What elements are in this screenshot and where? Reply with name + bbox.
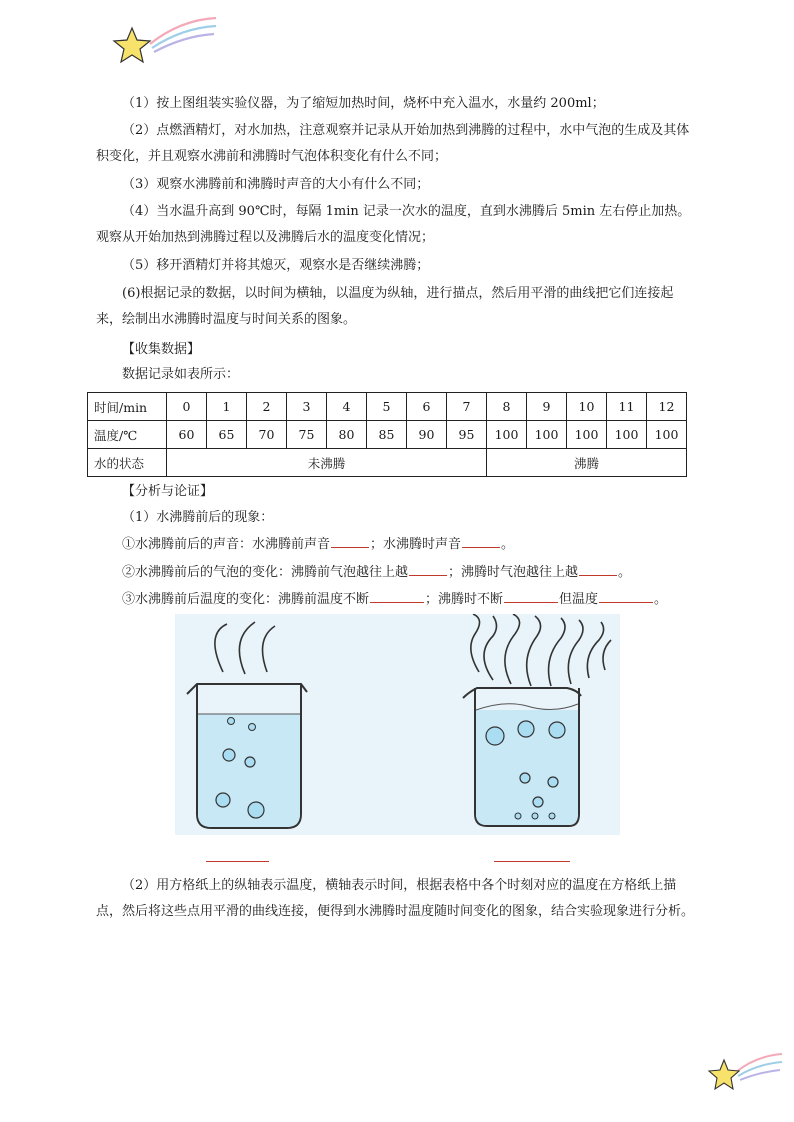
data-table [87,392,687,477]
time-cell: 2 [247,393,287,421]
temperature-cell: 65 [207,421,247,449]
step-3: （3）观察水沸腾前和沸腾时声音的大小有什么不同； [122,177,430,192]
question-1: （1）水沸腾前后的现象： [122,510,274,525]
time-cell: 3 [287,393,327,421]
analysis-heading: 【分析与论证】 [122,484,214,499]
beaker-before-boiling [187,622,307,828]
temperature-cell: 100 [607,421,647,449]
step-4: （4）当水温升高到 90℃时，每隔 1min 记录一次水的温度，直到水沸腾后 5min 左右停止加热。观察从开始加热到沸腾过程以及沸腾后水的温度变化情况； [96,204,691,245]
time-cell: 1 [207,393,247,421]
temperature-header: 温度/℃ [88,421,167,449]
time-cell: 12 [647,393,687,421]
step-5: （5）移开酒精灯并将其熄灭，观察水是否继续沸腾； [122,258,430,273]
shooting-star-icon [706,1046,786,1096]
temperature-cell: 70 [247,421,287,449]
answer-blank[interactable] [370,588,424,603]
temperature-cell: 95 [447,421,487,449]
beaker-boiling [463,614,611,826]
time-row [88,393,687,421]
bubble-question: ②水沸腾前后的气泡的变化：沸腾前气泡越往上越 ；沸腾时气泡越往上越 。 [96,560,696,586]
time-cell: 0 [167,393,207,421]
time-cell: 8 [487,393,527,421]
answer-blank[interactable] [599,588,653,603]
time-cell: 6 [407,393,447,421]
beaker-illustration [175,614,620,835]
temperature-question: ③水沸腾前后温度的变化：沸腾前温度不断 ；沸腾时不断 但温度 。 [96,587,696,613]
temperature-cell: 90 [407,421,447,449]
step-1: （1）按上图组装实验仪器，为了缩短加热时间，烧杯中充入温水，水量约 200ml； [122,96,605,111]
answer-blank[interactable] [504,588,558,603]
time-cell: 4 [327,393,367,421]
state-before-cell: 未沸腾 [167,449,487,477]
temperature-cell: 85 [367,421,407,449]
answer-blank[interactable] [331,533,369,548]
step-2: （2）点燃酒精灯，对水加热，注意观察并记录从开始加热到沸腾的过程中，水中气泡的生成及其体积变化，并且观察水沸前和沸腾时气泡体积变化有什么不同； [96,123,690,164]
time-header: 时间/min [88,393,167,421]
shooting-star-icon [112,14,222,64]
temperature-cell: 80 [327,421,367,449]
state-header: 水的状态 [88,449,167,477]
temperature-cell: 100 [487,421,527,449]
time-cell: 11 [607,393,647,421]
sound-question: ①水沸腾前后的声音：水沸腾前声音 ；水沸腾时声音 。 [96,532,696,558]
figure-answer-blank-boiling[interactable] [494,861,570,862]
time-cell: 10 [567,393,607,421]
answer-blank[interactable] [462,533,500,548]
collect-intro: 数据记录如表所示： [122,367,240,382]
temperature-row [88,421,687,449]
temperature-cell: 100 [527,421,567,449]
figure-answer-blank-before[interactable] [206,861,269,862]
step-6: (6)根据记录的数据，以时间为横轴，以温度为纵轴，进行描点，然后用平滑的曲线把它们连接起来，绘制出水沸腾时温度与时间关系的图象。 [96,286,674,327]
temperature-cell: 100 [647,421,687,449]
answer-blank[interactable] [409,561,447,576]
temperature-cell: 60 [167,421,207,449]
temperature-cell: 100 [567,421,607,449]
state-row [88,449,687,477]
state-boiling-cell: 沸腾 [487,449,687,477]
time-cell: 7 [447,393,487,421]
question-2: （2）用方格纸上的纵轴表示温度，横轴表示时间，根据表格中各个时刻对应的温度在方格纸上描点，然后将这些点用平滑的曲线连接，便得到水沸腾时温度随时间变化的图象，结合实验现象进行分析。 [96,878,695,919]
beaker-figure [175,614,620,835]
temperature-cell: 75 [287,421,327,449]
time-cell: 9 [527,393,567,421]
collect-heading: 【收集数据】 [122,342,201,357]
answer-blank[interactable] [579,561,617,576]
time-cell: 5 [367,393,407,421]
